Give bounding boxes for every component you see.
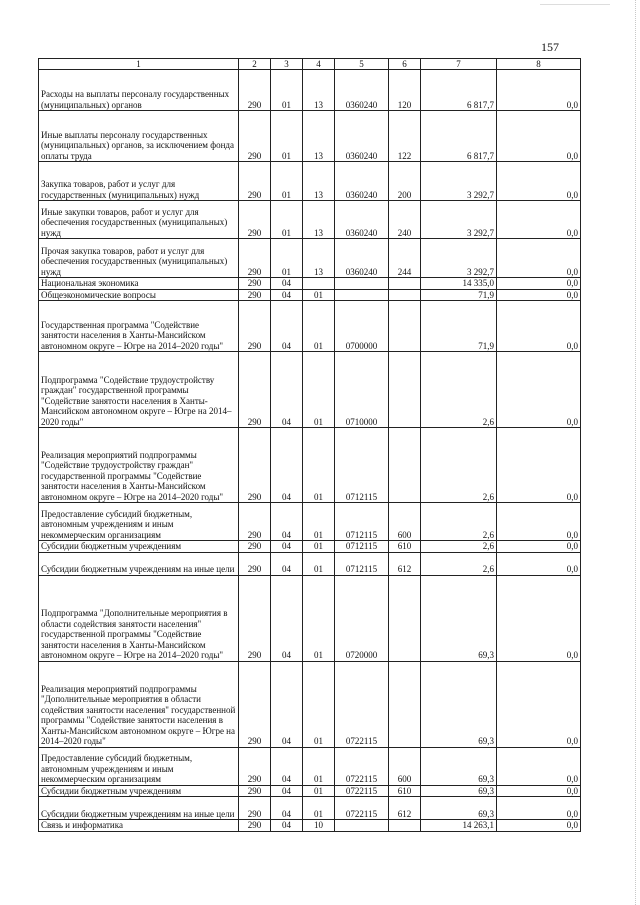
code-cell-5: 0722115 [335, 747, 389, 785]
code-cell-3: 01 [271, 111, 303, 162]
code-cell-5: 0712115 [335, 541, 389, 553]
code-cell-5: 0712115 [335, 503, 389, 541]
row-name-cell: Субсидии бюджетным учреждениям [39, 541, 239, 553]
code-cell-3: 04 [271, 301, 303, 352]
table-row [39, 747, 581, 785]
amount-cell-2: 0,0 [497, 301, 581, 352]
amount-cell: 2,6 [421, 352, 497, 428]
amount-cell-2: 0,0 [497, 201, 581, 239]
table-row [39, 552, 581, 575]
code-cell-5: 0360240 [335, 201, 389, 239]
table-row [39, 70, 581, 111]
code-cell-3: 04 [271, 575, 303, 661]
row-name-cell: Национальная экономика [39, 278, 239, 290]
amount-cell-2: 0,0 [497, 239, 581, 278]
table-row [39, 785, 581, 797]
code-cell-6: 244 [389, 239, 421, 278]
amount-cell: 2,6 [421, 428, 497, 503]
amount-cell: 69,3 [421, 661, 497, 747]
amount-cell-2: 0,0 [497, 352, 581, 428]
code-cell-4: 10 [303, 820, 335, 832]
code-cell-4: 01 [303, 785, 335, 797]
code-cell-4: 01 [303, 575, 335, 661]
code-cell-5: 0722115 [335, 797, 389, 820]
code-cell-2: 290 [239, 552, 271, 575]
code-cell-6: 600 [389, 747, 421, 785]
row-name-cell: Подпрограмма "Дополнительные мероприятия в области содействия занятости населения" государственной программы "Содействие занятости населения в Ханты-Мансийском автономном округе – Югре на 2014–2020 годы" [39, 575, 239, 661]
row-name-cell: Иные выплаты персоналу государственных (муниципальных) органов, за исключением фонда оплаты труда [39, 111, 239, 162]
table-row [39, 661, 581, 747]
code-cell-6: 612 [389, 552, 421, 575]
code-cell-4: 01 [303, 428, 335, 503]
code-cell-5: 0360240 [335, 70, 389, 111]
code-cell-5: 0700000 [335, 301, 389, 352]
row-name-cell: Субсидии бюджетным учреждениям на иные цели [39, 797, 239, 820]
table-row [39, 541, 581, 553]
table-row [39, 797, 581, 820]
amount-cell-2: 0,0 [497, 70, 581, 111]
code-cell-3: 04 [271, 552, 303, 575]
amount-cell: 69,3 [421, 747, 497, 785]
code-cell-2: 290 [239, 289, 271, 301]
col-header: 5 [335, 59, 389, 70]
amount-cell-2: 0,0 [497, 503, 581, 541]
code-cell-2: 290 [239, 503, 271, 541]
code-cell-4: 01 [303, 541, 335, 553]
amount-cell-2: 0,0 [497, 747, 581, 785]
code-cell-3: 04 [271, 747, 303, 785]
row-name-cell: Связь и информатика [39, 820, 239, 832]
col-header: 6 [389, 59, 421, 70]
code-cell-3: 01 [271, 239, 303, 278]
col-header: 3 [271, 59, 303, 70]
table-row [39, 289, 581, 301]
code-cell-6: 600 [389, 503, 421, 541]
code-cell-2: 290 [239, 575, 271, 661]
code-cell-3: 04 [271, 541, 303, 553]
code-cell-5: 0722115 [335, 785, 389, 797]
code-cell-2: 290 [239, 111, 271, 162]
code-cell-6 [389, 301, 421, 352]
code-cell-5: 0712115 [335, 428, 389, 503]
col-header: 1 [39, 59, 239, 70]
code-cell-4: 01 [303, 661, 335, 747]
row-name-cell: Прочая закупка товаров, работ и услуг для обеспечения государственных (муниципальных) нужд [39, 239, 239, 278]
code-cell-2: 290 [239, 239, 271, 278]
code-cell-2: 290 [239, 352, 271, 428]
code-cell-6: 120 [389, 70, 421, 111]
amount-cell-2: 0,0 [497, 428, 581, 503]
code-cell-2: 290 [239, 278, 271, 290]
table-row [39, 301, 581, 352]
amount-cell-2: 0,0 [497, 289, 581, 301]
code-cell-3: 01 [271, 162, 303, 201]
col-header: 7 [421, 59, 497, 70]
code-cell-3: 04 [271, 352, 303, 428]
code-cell-6: 610 [389, 541, 421, 553]
code-cell-5: 0360240 [335, 111, 389, 162]
code-cell-4: 01 [303, 797, 335, 820]
code-cell-3: 04 [271, 661, 303, 747]
row-name-cell: Субсидии бюджетным учреждениям [39, 785, 239, 797]
code-cell-5 [335, 820, 389, 832]
code-cell-6: 200 [389, 162, 421, 201]
scan-edge-right [634, 0, 636, 905]
amount-cell: 14 263,1 [421, 820, 497, 832]
amount-cell: 69,3 [421, 785, 497, 797]
code-cell-3: 04 [271, 289, 303, 301]
scan-edge-top [540, 4, 610, 6]
code-cell-5: 0712115 [335, 552, 389, 575]
row-name-cell: Подпрограмма "Содействие трудоустройству граждан" государственной программы "Содействие занятости населения в Ханты-Мансийском автономном округе – Югре на 2014–2020 годы" [39, 352, 239, 428]
code-cell-5: 0710000 [335, 352, 389, 428]
code-cell-4: 13 [303, 239, 335, 278]
budget-table [38, 58, 581, 832]
amount-cell: 6 817,7 [421, 70, 497, 111]
code-cell-6 [389, 575, 421, 661]
table-row [39, 111, 581, 162]
code-cell-5: 0360240 [335, 162, 389, 201]
code-cell-4: 13 [303, 201, 335, 239]
amount-cell-2: 0,0 [497, 797, 581, 820]
code-cell-6: 240 [389, 201, 421, 239]
amount-cell: 2,6 [421, 552, 497, 575]
amount-cell: 71,9 [421, 301, 497, 352]
code-cell-6 [389, 278, 421, 290]
code-cell-4: 13 [303, 70, 335, 111]
table-row [39, 503, 581, 541]
code-cell-3: 01 [271, 70, 303, 111]
code-cell-4: 01 [303, 289, 335, 301]
row-name-cell: Государственная программа "Содействие занятости населения в Ханты-Мансийском автономном округе – Югре на 2014–2020 годы" [39, 301, 239, 352]
code-cell-2: 290 [239, 747, 271, 785]
code-cell-2: 290 [239, 785, 271, 797]
code-cell-2: 290 [239, 428, 271, 503]
col-header: 8 [497, 59, 581, 70]
row-name-cell: Предоставление субсидий бюджетным, автономным учреждениям и иным некоммерческим организациям [39, 503, 239, 541]
code-cell-3: 04 [271, 820, 303, 832]
amount-cell-2: 0,0 [497, 552, 581, 575]
amount-cell: 3 292,7 [421, 201, 497, 239]
code-cell-2: 290 [239, 797, 271, 820]
code-cell-6 [389, 820, 421, 832]
code-cell-3: 04 [271, 428, 303, 503]
amount-cell-2: 0,0 [497, 785, 581, 797]
table-row [39, 352, 581, 428]
code-cell-5 [335, 289, 389, 301]
code-cell-2: 290 [239, 301, 271, 352]
table-row [39, 278, 581, 290]
code-cell-5: 0722115 [335, 661, 389, 747]
row-name-cell: Предоставление субсидий бюджетным, автономным учреждениям и иным некоммерческим организациям [39, 747, 239, 785]
amount-cell-2: 0,0 [497, 278, 581, 290]
code-cell-6: 610 [389, 785, 421, 797]
amount-cell: 71,9 [421, 289, 497, 301]
code-cell-4: 13 [303, 111, 335, 162]
code-cell-3: 04 [271, 785, 303, 797]
amount-cell-2: 0,0 [497, 111, 581, 162]
row-name-cell: Закупка товаров, работ и услуг для государственных (муниципальных) нужд [39, 162, 239, 201]
col-header: 4 [303, 59, 335, 70]
code-cell-6 [389, 428, 421, 503]
row-name-cell: Реализация мероприятий подпрограммы "Дополнительные мероприятия в области содействия занятости населения" государственной программы "Содействие занятости населения в Ханты-Мансийском автономном округе – Югре на 2014–2020 годы" [39, 661, 239, 747]
col-header: 2 [239, 59, 271, 70]
amount-cell-2: 0,0 [497, 575, 581, 661]
code-cell-5: 0720000 [335, 575, 389, 661]
row-name-cell: Иные закупки товаров, работ и услуг для обеспечения государственных (муниципальных) нужд [39, 201, 239, 239]
code-cell-2: 290 [239, 201, 271, 239]
table-row [39, 428, 581, 503]
amount-cell-2: 0,0 [497, 820, 581, 832]
amount-cell: 6 817,7 [421, 111, 497, 162]
amount-cell: 3 292,7 [421, 162, 497, 201]
code-cell-3: 01 [271, 201, 303, 239]
page-number: 157 [541, 40, 559, 54]
code-cell-6: 122 [389, 111, 421, 162]
code-cell-4: 01 [303, 747, 335, 785]
code-cell-4: 13 [303, 162, 335, 201]
table-row [39, 820, 581, 832]
amount-cell: 3 292,7 [421, 239, 497, 278]
code-cell-2: 290 [239, 70, 271, 111]
code-cell-4: 01 [303, 503, 335, 541]
code-cell-4 [303, 278, 335, 290]
code-cell-4: 01 [303, 301, 335, 352]
amount-cell: 2,6 [421, 541, 497, 553]
code-cell-4: 01 [303, 552, 335, 575]
amount-cell-2: 0,0 [497, 661, 581, 747]
code-cell-2: 290 [239, 661, 271, 747]
table-row [39, 575, 581, 661]
code-cell-5: 0360240 [335, 239, 389, 278]
amount-cell-2: 0,0 [497, 541, 581, 553]
row-name-cell: Расходы на выплаты персоналу государственных (муниципальных) органов [39, 70, 239, 111]
code-cell-2: 290 [239, 162, 271, 201]
code-cell-6 [389, 661, 421, 747]
row-name-cell: Общеэкономические вопросы [39, 289, 239, 301]
code-cell-3: 04 [271, 278, 303, 290]
code-cell-6: 612 [389, 797, 421, 820]
header-row [39, 59, 581, 70]
amount-cell: 69,3 [421, 797, 497, 820]
code-cell-3: 04 [271, 797, 303, 820]
code-cell-5 [335, 278, 389, 290]
code-cell-2: 290 [239, 820, 271, 832]
amount-cell-2: 0,0 [497, 162, 581, 201]
amount-cell: 69,3 [421, 575, 497, 661]
table-row [39, 239, 581, 278]
row-name-cell: Реализация мероприятий подпрограммы "Содействие трудоустройству граждан" государственной программы "Содействие занятости населения в Ханты-Мансийском автономном округе – Югре на 2014–2020 годы" [39, 428, 239, 503]
code-cell-6 [389, 289, 421, 301]
row-name-cell: Субсидии бюджетным учреждениям на иные цели [39, 552, 239, 575]
code-cell-6 [389, 352, 421, 428]
code-cell-4: 01 [303, 352, 335, 428]
table-row [39, 162, 581, 201]
table-row [39, 201, 581, 239]
amount-cell: 14 335,0 [421, 278, 497, 290]
code-cell-3: 04 [271, 503, 303, 541]
amount-cell: 2,6 [421, 503, 497, 541]
code-cell-2: 290 [239, 541, 271, 553]
